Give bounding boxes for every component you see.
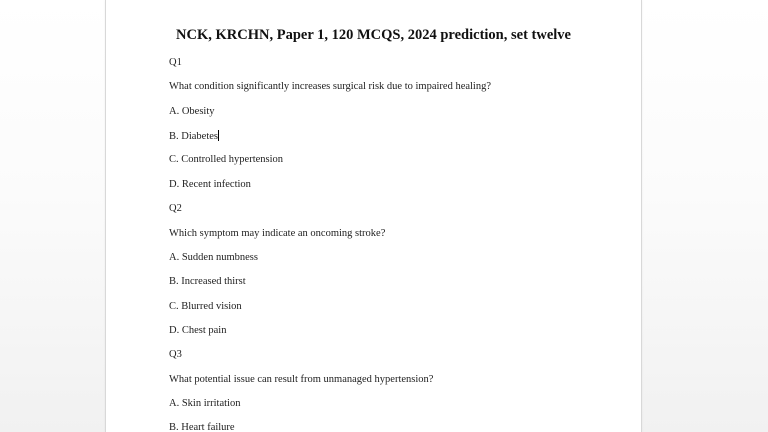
answer-option: D. Recent infection: [169, 179, 251, 190]
question-text: Which symptom may indicate an oncoming stroke?: [169, 228, 386, 239]
answer-option-with-cursor[interactable]: [169, 130, 642, 142]
question-label: Q2: [169, 203, 182, 214]
answer-option-text: B. Diabetes: [169, 131, 218, 142]
answer-option: D. Chest pain: [169, 325, 227, 336]
answer-option: A. Skin irritation: [169, 398, 241, 409]
document-title: NCK, KRCHN, Paper 1, 120 MCQS, 2024 prediction, set twelve: [176, 27, 571, 43]
question-label: Q1: [169, 57, 182, 68]
answer-option: C. Blurred vision: [169, 301, 242, 312]
answer-option: A. Obesity: [169, 106, 215, 117]
answer-option: C. Controlled hypertension: [169, 154, 284, 165]
answer-option: B. Increased thirst: [169, 276, 246, 287]
text-cursor: [218, 130, 219, 141]
document-page[interactable]: [105, 0, 642, 432]
question-text: What condition significantly increases surgical risk due to impaired healing?: [169, 81, 492, 92]
answer-option: A. Sudden numbness: [169, 252, 258, 263]
question-label: Q3: [169, 349, 182, 360]
question-text: What potential issue can result from unmanaged hypertension?: [169, 374, 434, 385]
answer-option: B. Heart failure: [169, 422, 235, 432]
